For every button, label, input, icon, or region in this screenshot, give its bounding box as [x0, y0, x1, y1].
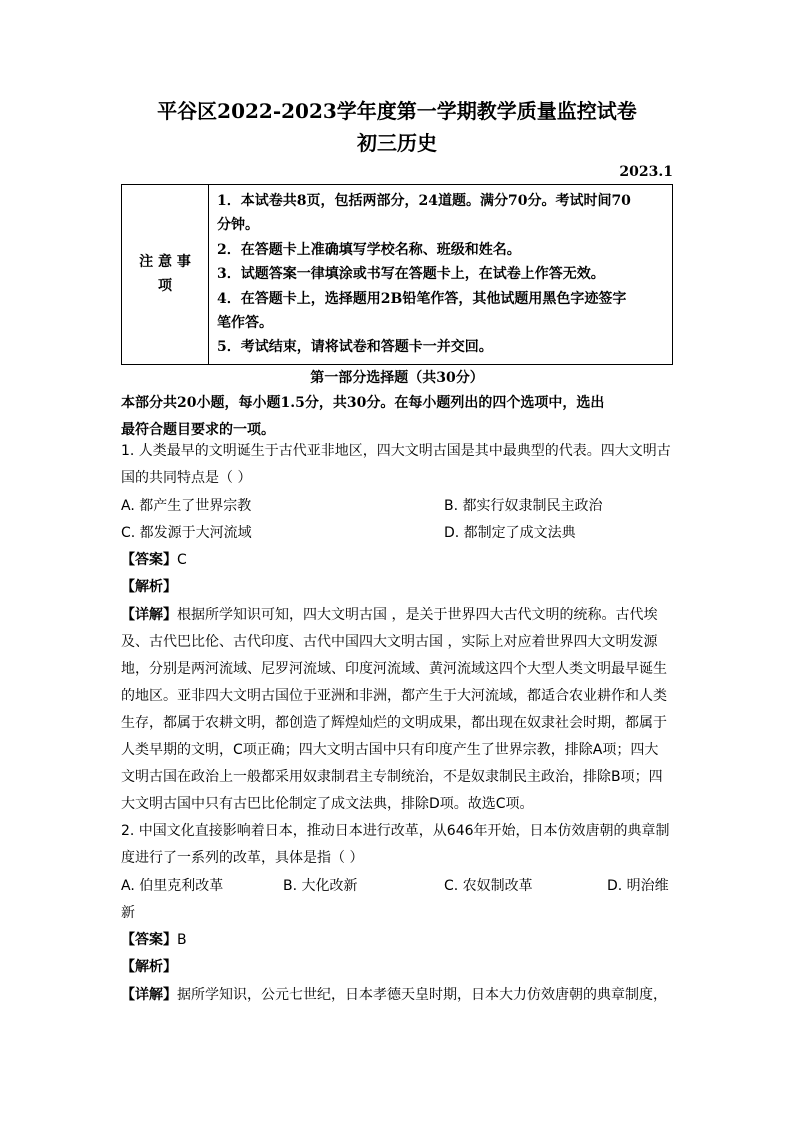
notice-rule-line: 分钟。 — [217, 217, 259, 234]
notice-label-line: 注 意 事 — [139, 254, 191, 271]
question-1-analysis — [121, 574, 673, 601]
notice-rule-line: 4．在答题卡上，选择题用2B铅笔作答，其他试题用黑色字迹签字 — [217, 290, 627, 307]
detail-line: 大文明古国中只有古巴比伦制定了成文法典，排除D项。故选C项。 — [121, 796, 534, 812]
question-stem-line: 度进行了一系列的改革，具体是指（ ） — [121, 850, 364, 866]
detail-line: 根据所学知识可知，四大文明古国 ，是关于世界四大古代文明的统称。古代埃 — [177, 607, 658, 623]
notice-rule-line: 笔作答。 — [217, 315, 273, 332]
option-c: C. 农奴制改革 — [444, 878, 533, 894]
answer-value: C — [177, 552, 187, 568]
question-2-option-d-continued: 新 — [121, 905, 135, 921]
answer-tag: 【答案】 — [121, 552, 177, 568]
question-1-answer — [121, 547, 673, 574]
notice-table — [121, 184, 673, 365]
detail-line: 地，分别是两河流域、尼罗河流域、印度河流域、黄河流域这四个大型人类文明最早诞生 — [121, 661, 667, 677]
option-d: D. 都制定了成文法典 — [444, 525, 576, 541]
notice-label — [122, 185, 209, 365]
notice-rule-line: 2．在答题卡上准确填写学校名称、班级和姓名。 — [217, 241, 521, 258]
question-stem-line: 国的共同特点是（ ） — [121, 470, 252, 486]
analysis-tag: 【解析】 — [121, 959, 177, 975]
detail-line: 人类早期的文明，C项正确；四大文明古国中只有印度产生了世界宗教，排除A项；四大 — [121, 742, 659, 758]
detail-line: 及、古代巴比伦、古代印度、古代中国四大文明古国 ，实际上对应着世界四大文明发源 — [121, 634, 658, 650]
option-a: A. 都产生了世界宗教 — [121, 498, 252, 514]
notice-rule-line: 1．本试卷共8页，包括两部分，24道题。满分70分。考试时间70 — [217, 193, 631, 209]
exam-date: 2023.1 — [619, 164, 673, 180]
detail-line: 的地区。亚非四大文明古国位于亚洲和非洲，都产生于大河流域，都适合农业耕作和人类 — [121, 688, 667, 704]
answer-tag: 【答案】 — [121, 932, 177, 948]
question-stem-line: 2. 中国文化直接影响着日本，推动日本进行改革，从646年开始，日本仿效唐朝的典章制 — [121, 823, 670, 839]
exam-subject: 初三历史 — [357, 131, 437, 155]
analysis-tag: 【解析】 — [121, 579, 177, 595]
question-1-options-row2 — [121, 520, 673, 547]
detail-line: 生存，都属于农耕文明，都创造了辉煌灿烂的文明成果，都出现在奴隶社会时期，都属于 — [121, 715, 667, 731]
section-intro-line: 最符合题目要求的一项。 — [121, 422, 275, 438]
question-2-stem — [121, 818, 673, 872]
answer-value: B — [177, 932, 187, 948]
question-1-options-row1 — [121, 493, 673, 520]
option-d: D. 明治维 — [607, 878, 669, 894]
option-b: B. 都实行奴隶制民主政治 — [444, 498, 603, 514]
question-stem-line: 1. 人类最早的文明诞生于古代亚非地区，四大文明古国是其中最典型的代表。四大文明古 — [121, 443, 671, 459]
section-intro — [121, 390, 673, 444]
option-c: C. 都发源于大河流域 — [121, 525, 252, 541]
question-1-stem — [121, 438, 673, 492]
section-intro-line: 本部分共20小题，每小题1.5分，共30分。在每小题列出的四个选项中，选出 — [121, 395, 605, 411]
question-2-detail — [121, 982, 673, 1009]
notice-label-line: 项 — [158, 278, 172, 295]
question-2-options — [121, 873, 673, 900]
section-title: 第一部分选择题（共30分） — [310, 370, 484, 386]
exam-title: 平谷区2022-2023学年度第一学期教学质量监控试卷 — [157, 99, 637, 123]
question-2-analysis — [121, 954, 673, 981]
detail-line: 文明古国在政治上一般都采用奴隶制君主专制统治，不是奴隶制民主政治，排除B项；四 — [121, 769, 663, 785]
detail-tag: 【详解】 — [121, 987, 177, 1003]
notice-rule-line: 5．考试结束，请将试卷和答题卡一并交回。 — [217, 339, 493, 356]
notice-rules — [209, 185, 673, 365]
option-b: B. 大化改新 — [283, 878, 358, 894]
detail-tag: 【详解】 — [121, 607, 177, 623]
option-a: A. 伯里克利改革 — [121, 878, 224, 894]
notice-rule-line: 3．试题答案一律填涂或书写在答题卡上，在试卷上作答无效。 — [217, 266, 605, 283]
question-1-detail — [121, 602, 673, 818]
question-2-answer — [121, 927, 673, 954]
detail-line: 据所学知识，公元七世纪，日本孝德天皇时期，日本大力仿效唐朝的典章制度， — [177, 987, 667, 1003]
